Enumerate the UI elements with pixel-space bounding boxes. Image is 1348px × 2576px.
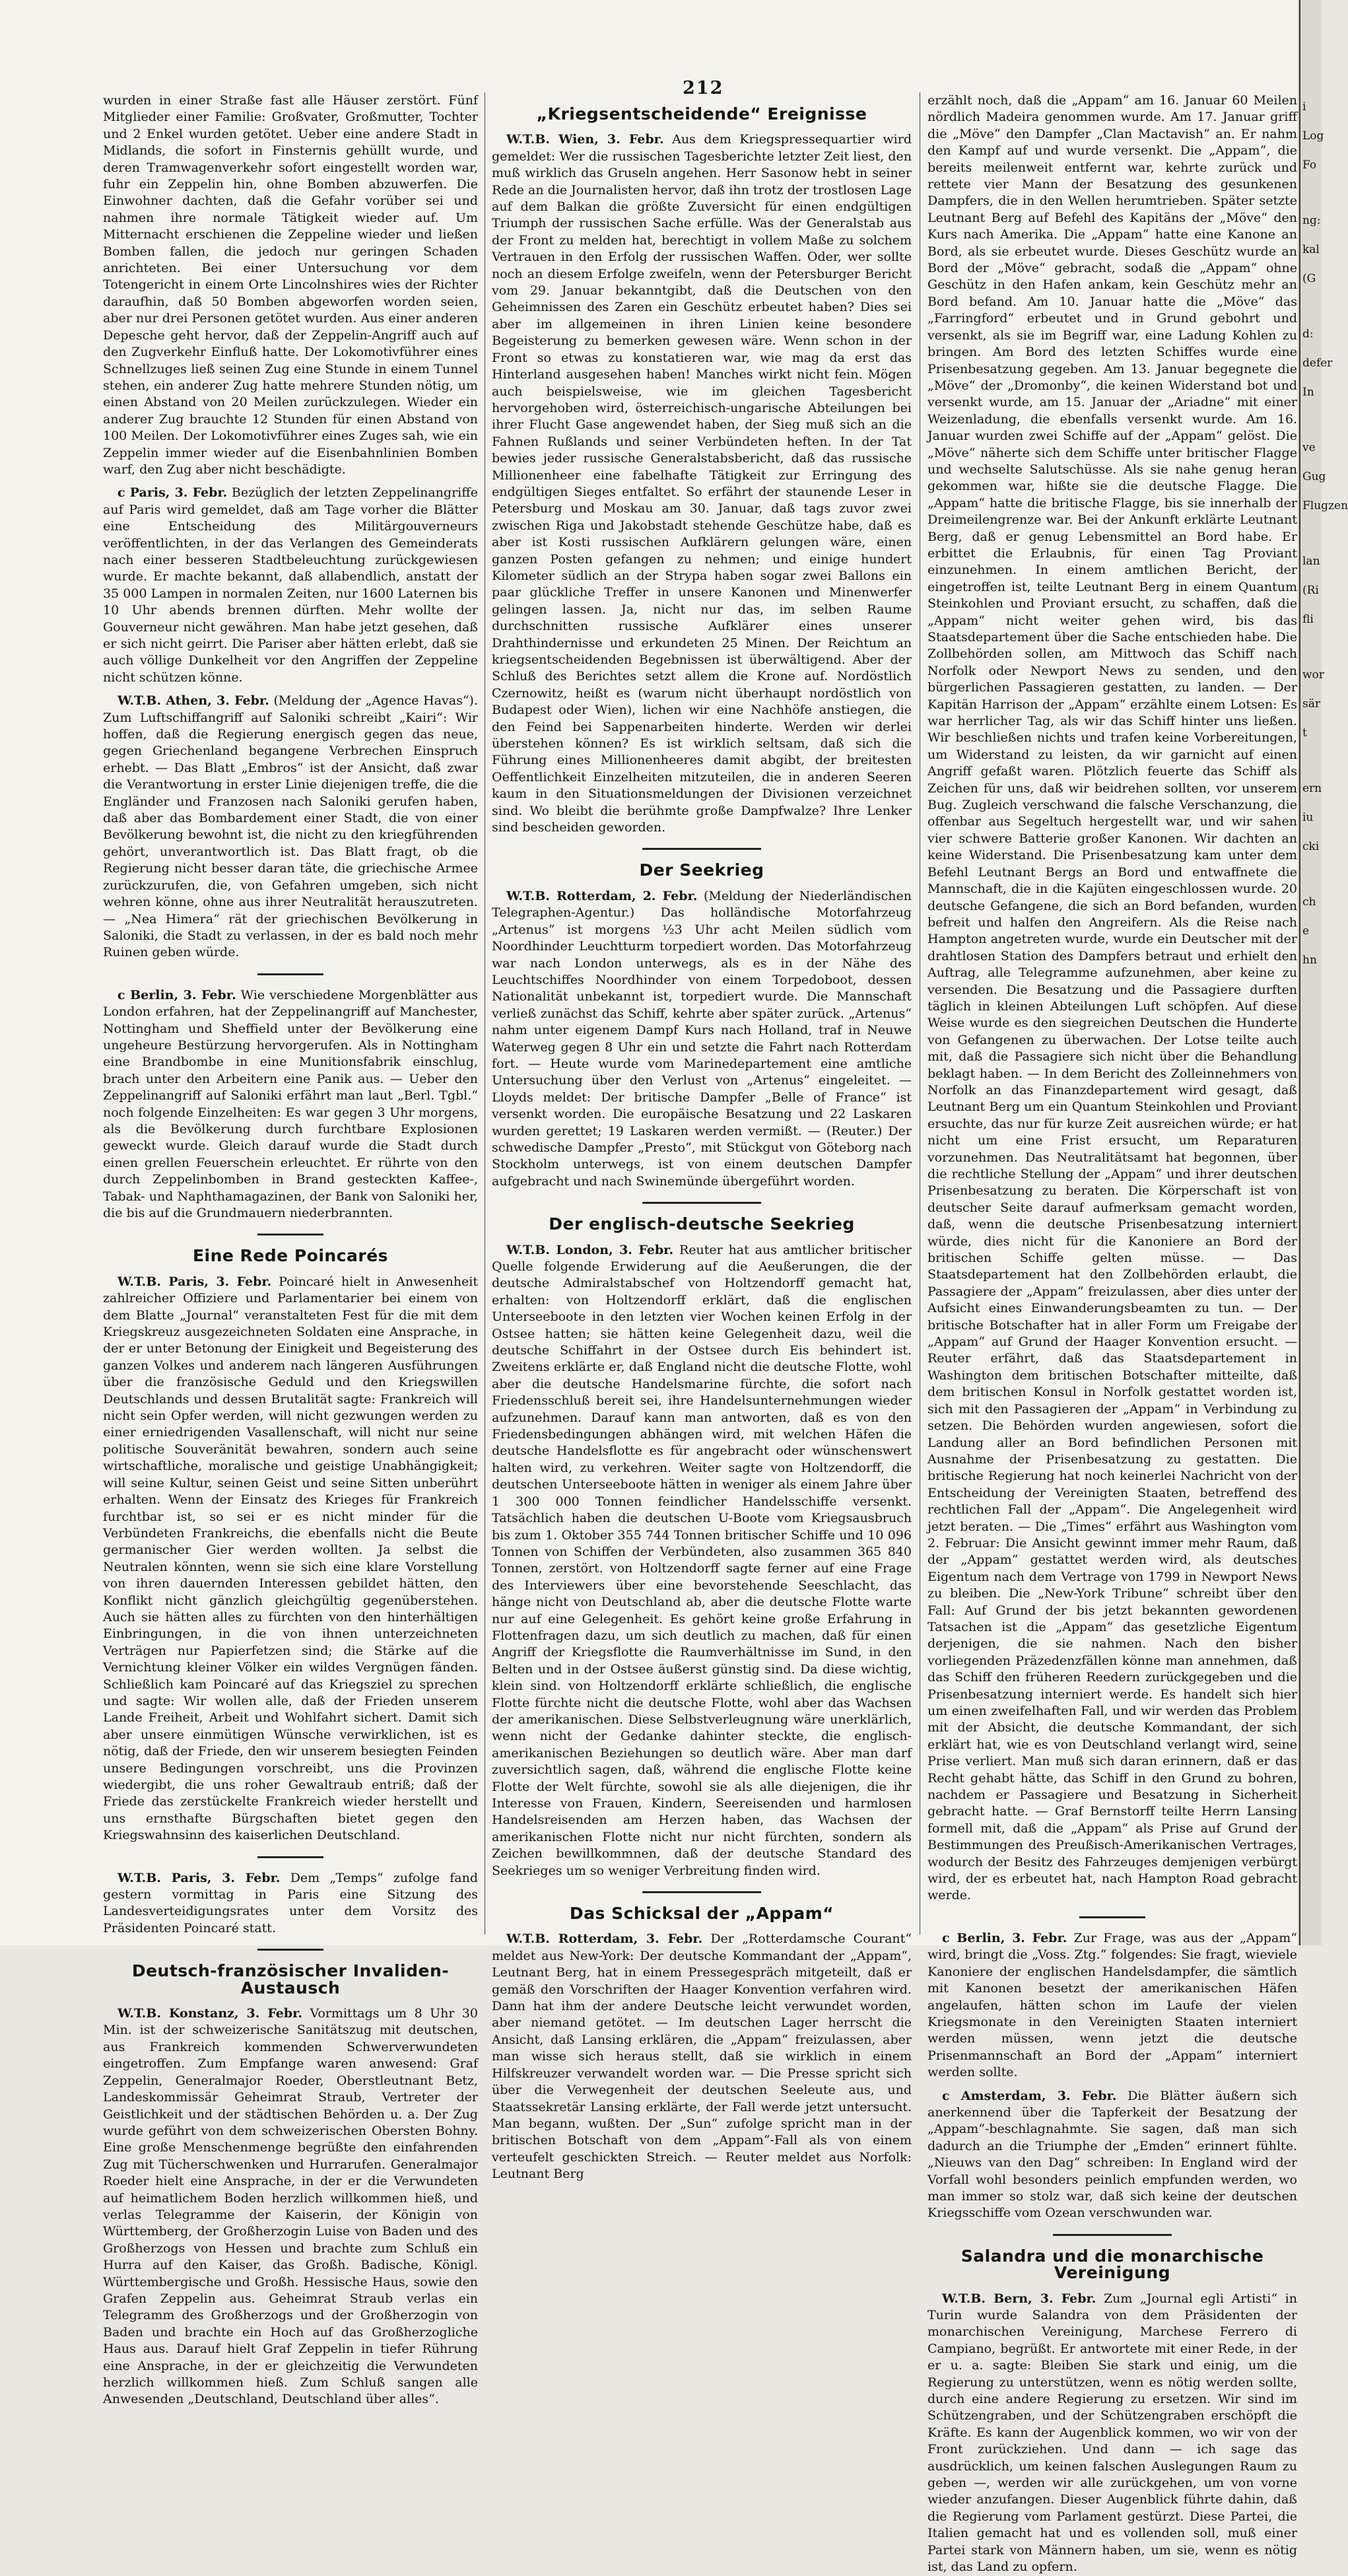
section-divider (642, 1891, 761, 1893)
edge-fragment: iu (1302, 811, 1314, 824)
headline: Der Seekrieg (639, 860, 764, 880)
column-1 (103, 92, 479, 2407)
dateline: W.T.B. Rotterdam, 2. Febr. (506, 888, 698, 903)
dateline: W.T.B. Konstanz, 3. Febr. (118, 2006, 303, 2021)
edge-fragment: Fo (1302, 158, 1317, 172)
headline: „Kriegsentscheidende“ Ereignisse (536, 104, 867, 123)
headline: Das Schicksal der „Appam“ (569, 1904, 834, 1924)
section-divider (257, 973, 323, 975)
article-paragraph (492, 131, 912, 836)
section-divider (1053, 2234, 1172, 2236)
dateline: W.T.B. Paris, 3. Febr. (118, 1274, 272, 1289)
dateline: W.T.B. Athen, 3. Febr. (118, 693, 269, 709)
page-number: 212 (683, 78, 724, 98)
article-text: (Meldung der „Agence Havas“). Zum Luftschiffangriff auf Saloniki schreibt „Kairi“: Wir hoffen, daß die Regierung energisch gegen das neue, gegen Griechenland begangene Verbrechen Einspruch erhebt. — Das Blatt „Embros“ ist der Ansicht, daß zwar die Verantwortung in erster Linie diejenigen treffe, die die Engländer und Franzosen nach Saloniki gerufen haben, daß aber das Bombardement einer Stadt, die von einer Bevölkerung bewohnt ist, die nicht zu den kriegführenden gehört, unverantwortlich ist. Das Blatt fragt, ob die Regierung nicht besser daran täte, die griechische Armee zurückzurufen, die, von Gefahren umgeben, sich nicht wehren könne, ohne aus ihrer Neutralität herauszutreten. — „Nea Himera“ rät der griechischen Bevölkerung in Saloniki, die Stadt zu verlassen, in der es bald noch mehr Ruinen geben würde. (103, 693, 478, 960)
edge-fragment: ern (1302, 782, 1322, 795)
headline: Der englisch-deutsche Seekrieg (549, 1214, 855, 1234)
article-paragraph (492, 888, 912, 1190)
edge-fragment: lan (1302, 555, 1320, 568)
edge-fragment: In (1302, 386, 1314, 399)
article-paragraph (103, 987, 478, 1222)
article-paragraph (927, 2291, 1297, 2576)
headline: Eine Rede Poincarés (192, 1246, 389, 1266)
edge-fragment: hn (1302, 954, 1317, 967)
headline: Salandra und die monarchische Vereinigung (960, 2246, 1264, 2283)
article-text: Die Blätter äußern sich anerkennend über die Tapferkeit der Besatzung der „Appam“-beschlagnahmte. Sie sagen, daß man sich dadurch an die Triumphe der „Emden“ erinnert fühlte. „Nieuws van den Dag“ schreiben: In England wird der Vorfall wohl besonders peinlich empfunden werden, wo man immer so stolz war, daß sich keine der deutschen Kriegsschiffe vom Ozean verschwunden war. (927, 2088, 1297, 2221)
dateline: c Amsterdam, 3. Febr. (942, 2088, 1117, 2103)
article-paragraph (103, 2005, 478, 2408)
edge-fragment: ng: (1302, 214, 1321, 227)
edge-fragment: i (1302, 100, 1306, 114)
edge-fragment: kal (1302, 243, 1320, 256)
article-paragraph (492, 1931, 912, 2182)
edge-fragment: (G (1302, 272, 1316, 285)
article-paragraph (927, 1930, 1297, 2081)
edge-fragment: cki (1302, 840, 1320, 853)
dateline: c Berlin, 3. Febr. (118, 987, 236, 1002)
dateline: c Berlin, 3. Febr. (942, 1930, 1067, 1945)
column-3 (927, 92, 1297, 2575)
article-text: Reuter hat aus amtlicher britischer Quelle folgende Erwiderung auf die Aeußerungen, die der deutsche Admiralstabschef von Holtzendorff gemacht hat, erhalten: von Holtzendorff erklärt, daß die englischen Unterseeboote in den letzten vier Wochen keinen Erfolg in der Ostsee hatten; sie hätten keine Gelegenheit dazu, weil die deutsche Schiffahrt in der Ostsee durch Eis behindert ist. Zweitens erklärte er, daß England nicht die deutsche Flotte, wohl aber die deutsche Handelsmarine fürchte, die sofort nach Friedensschluß bereit sei, ihre Handelsunternehmungen wieder aufzunehmen. Darauf kann man antworten, daß es von den Friedensbedingungen abhängen wird, mit welchen Häfen die deutsche Handelsflotte es für angebracht oder wünschenswert halten wird, zu verkehren. Weiter sagte von Holtzendorff, die deutschen Unterseeboote hätten in weniger als einem Jahre über 1 300 000 Tonnen feindlicher Handelsschiffe versenkt. Tatsächlich haben die deutschen U-Boote vom Kriegsausbruch bis zum 1. Oktober 355 744 Tonnen britischer Schiffe und 10 096 Tonnen von Schiffen der Verbündeten, also zusammen 365 840 Tonnen, zerstört. von Holtzendorff sagte ferner auf eine Frage des Interviewers über eine bevorstehende Seeschlacht, das hänge nicht von Deutschland ab, aber die deutsche Flotte warte nur auf eine Gelegenheit. Es gehört keine große Erfahrung in Flottenfragen dazu, um sich deutlich zu machen, daß für einen Angriff der Kriegsflotte die Raumverhältnisse im Sund, in den Belten und in der Ostsee äußerst günstig sind. Da diese wichtig, klein sind. von Holtzendorff erklärte schließlich, die englische Flotte fürchte nicht die deutsche Flotte, wohl aber das Wachsen der amerikanischen. Diese Selbstverleugnung wäre unerklärlich, wenn nicht der Gedanke dahinter steckte, die englisch-amerikanischen Beziehungen so deutlich wäre. Aber man darf zuversichtlich sagen, daß, während die englische Flotte keine Flotte der Welt fürchte, sowohl sie als alle diejenigen, die ihr Interesse von Frauen, Kindern, Seereisenden und harmlosen Handelsreisenden am Herzen haben, das Wachsen der amerikanischen Flotte nicht nur nicht fürchten, sondern als Zeichen bewillkommnen, daß der deutsche Standard des Seekrieges um so weniger Verbreitung finden wird. (492, 1242, 912, 1878)
article-text: Vormittags um 8 Uhr 30 Min. ist der schweizerische Sanitätszug mit deutschen, aus Frankreich kommenden Schwerverwundeten eingetroffen. Zum Empfange waren anwesend: Graf Zeppelin, Generalmajor Roeder, Oberstleutnant Betz, Landeskommissär Geheimrat Straub, Vertreter der Geistlichkeit und der städtischen Behörden u. a. Der Zug wurde geführt von dem schweizerischen Obersten Bohny. Eine große Menschenmenge begrüßte den einfahrenden Zug mit Tücherschwenken und Hurrarufen. Generalmajor Roeder hielt eine Ansprache, in der er die Verwundeten auf heimatlichem Boden herzlich willkommen hieß, und verlas Telegramme der Kaiserin, der Königin von Württemberg, der Großherzogin Luise von Baden und des Großherzogs von Hessen und brachte zum Schluß ein Hurra auf den Kaiser, das Großh. Badische, Königl. Württembergische und Großh. Hessische Haus, sowie den Grafen Zeppelin aus. Geheimrat Straub verlas ein Telegramm des Großherzogs und der Großherzogin von Baden und brachte ein Hoch auf das Großherzogliche Haus aus. Darauf hielt Graf Zeppelin in tiefer Rührung eine Ansprache, in der er gleichzeitig die Verwundeten herzlich willkommen hieß. Zum Schluß sangen alle Anwesenden „Deutschland, Deutschland über alles“. (103, 2006, 478, 2407)
article-paragraph (492, 1242, 912, 1879)
adjacent-page-edge (1299, 0, 1348, 1945)
article-text: Bezüglich der letzten Zeppelinangriffe auf Paris wird gemeldet, daß am Tage vorher die Blätter eine Entscheidung des Militärgouverneurs veröffentlichten, in der das Verlangen des Gemeinderats nach einer besseren Stadtbeleuchtung zurückgewiesen wurde. Er machte bekannt, daß allabendlich, anstatt der 35 000 Lampen in normalen Zeiten, nur 1600 Laternen bis 10 Uhr abends brennen dürften. Mehr wollte der Gouverneur nicht gewähren. Man habe jetzt gesehen, daß er sich nicht geirrt. Die Pariser aber hätten erlebt, daß sie auch völlige Dunkelheit vor den Angriffen der Zeppeline nicht schützen könne. (103, 485, 478, 685)
article-text: Zur Frage, was aus der „Appam“ wird, bringt die „Voss. Ztg.“ folgendes: Sie fragt, wieviele Kanoniere der englischen Handelsdampfer, die sämtlich mit Kanonen besetzt der amerikanischen Häfen angelaufen, hätten schon im Laufe der vielen Kriegsmonate in den Vereinigten Staaten interniert werden müssen, wenn jetzt die deutsche Prisenmannschaft an Bord der „Appam“ interniert werden sollte. (927, 1930, 1297, 2080)
article-paragraph: wurden in einer Straße fast alle Häuser zerstört. Fünf Mitglieder einer Familie: Großvater, Großmutter, Tochter und 2 Enkel wurden getötet. Ueber eine andere Stadt in Midlands, die sofort in Finsternis gehüllt wurde, und deren Tramwagenverkehr sofort eingestellt worden war, fuhr ein Zeppelin hin, ohne Bomben abzuwerfen. Die Einwohner dachten, daß die Gefahr vorüber sei und nahmen ihre normale Tätigkeit wieder auf. Um Mitternacht erschienen die Zeppeline wieder und ließen Bomben fallen, die jedoch nur geringen Schaden anrichteten. Bei einer Untersuchung vor dem Totengericht in einem Orte Lincolnshires wies der Richter daraufhin, daß 50 Bomben abgeworfen worden seien, aber nur drei Personen getötet wurden. Aus einer anderen Depesche geht hervor, daß der Zeppelin-Angriff auch auf den Zugverkehr Einfluß hatte. Der Lokomotivführer eines Schnellzuges ließ seinen Zug eine Stunde in einem Tunnel stehen, ein anderer Zug hatte mehrere Stunden nötig, um einen Abstand von 20 Meilen zurückzulegen. Wieder ein anderer Zug brauchte 12 Stunden für einen Abstand von 100 Meilen. Der Lokomotivführer eines Zuges sah, wie ein Zeppelin immer wieder auf die Eisenbahnlinien Bomben warf, den Zug aber nicht beschädigte. (103, 93, 478, 477)
section-divider (257, 1949, 323, 1951)
headline: Deutsch-französischer Invaliden-Austausch (131, 1961, 450, 1998)
edge-fragment: Flugzen (1302, 499, 1348, 512)
edge-fragment: Gug (1302, 470, 1326, 483)
section-divider (642, 1202, 761, 1204)
article-text: Zum „Journal egli Artisti“ in Turin wurde Salandra von dem Präsidenten der monarchischen Vereinigung, Marchese Ferrero di Campiano, begrüßt. Er antwortete mit einer Rede, in der er u. a. sagte: Bleiben Sie stark und einig, um die Regierung zu unterstützen, wenn es nötig werden sollte, durch eine andere Regierung zu ersetzen. Wir sind im Schützengraben, und der Schützengraben erschöpft die Kräfte. Es kann der Augenblick kommen, wo wir von der Front zurückziehen. Und dann — ich sage das ausdrücklich, um keinen falschen Auslegungen Raum zu geben —, werden wir alle zurückgehen, um von vorne wieder anzufangen. Dieser Augenblick führte dahin, daß die Regierung vom Parlament gestürzt. Diese Partei, die Italien gemacht hat und es vollenden soll, muß einer Partei stark von Männern haben, um sie, wenn es nötig ist, das Land zu opfern. (927, 2291, 1297, 2575)
dateline: W.T.B. Bern, 3. Febr. (942, 2291, 1096, 2306)
edge-fragment: e (1302, 924, 1310, 938)
article-text: Dem „Temps“ zufolge fand gestern vormittag in Paris eine Sitzung des Landesverteidigungsrates unter dem Vorsitz des Präsidenten Poincaré statt. (103, 1870, 479, 1935)
edge-fragment: defer (1302, 357, 1333, 370)
edge-fragment: d: (1302, 328, 1314, 341)
dateline: W.T.B. Rotterdam, 3. Febr. (506, 1932, 703, 1947)
edge-fragment: ch (1302, 895, 1316, 909)
article-text: Poincaré hielt in Anwesenheit zahlreicher Offiziere und Parlamentarier bei einem von dem Blatte „Journal“ veranstalteten Fest für die mit dem Kriegskreuz ausgezeichneten Soldaten eine Ansprache, in der er unter Betonung der Einigkeit und Begeisterung des ganzen Volkes und anderem nach längeren Ausführungen über die französische Geduld und den Kriegswillen Deutschlands und dessen Brutalität sagte: Frankreich will nicht sein Opfer werden, will nicht gezwungen werden zu einer erniedrigenden Vasallenschaft, will nicht nur seine politische Souveränität bewahren, sondern auch seine wirtschaftliche, moralische und geistige Unabhängigkeit; will seine Kultur, seinen Geist und seine Sitten unberührt erhalten. Wenn der Einsatz des Krieges für Frankreich furchtbar ist, so sei er es nicht minder für die Verbündeten Frankreichs, die ebenfalls nicht die Beute germanischer Gier werden wollten. Ja selbst die Neutralen könnten, wenn sie sich eine klare Vorstellung von ihren dauernden Interessen gebildet hätten, den Konflikt nicht gänzlich gleichgültig gegenüberstehen. Auch sie hätten alles zu fürchten von den hinterhältigen Einbringungen, in die von ihnen unterzeichneten Verträgen nur Papierfetzen sind; die Stärke auf die Vernichtung kleiner Völker ein wildes Vergnügen fänden. Schließlich kam Poincaré auf das Kriegsziel zu sprechen und sagte: Wir wollen alle, daß der Frieden unserem Lande Freiheit, Arbeit und Wohlfahrt sichert. Damit sich aber unsere einmütigen Wünsche verwirklichen, ist es nötig, daß der Friede, den wir unserem besiegten Feinden unsere Bedingungen vorschreibt, uns die Provinzen wiedergibt, die uns roher Gewaltraub entriß; daß der Friede das zerstückelte Frankreich wieder herstellt und uns ernsthafte Bürgschaften bietet gegen den Kriegswahnsinn des kaiserlichen Deutschland. (103, 1274, 479, 1843)
column-2 (492, 92, 912, 2182)
edge-fragment: (Ri (1302, 584, 1319, 597)
edge-fragment: Log (1302, 129, 1324, 143)
article-paragraph (103, 1274, 478, 1844)
section-divider (257, 1234, 323, 1236)
edge-fragment: fli (1302, 613, 1314, 626)
section-divider (1079, 1916, 1145, 1918)
dateline: W.T.B. London, 3. Febr. (506, 1242, 674, 1257)
article-paragraph (927, 2088, 1297, 2222)
article-paragraph: erzählt noch, daß die „Appam“ am 16. Januar 60 Meilen nördlich Madeira genommen wurde. Am 17. Januar griff die „Möve“ den Dampfer „Clan Mactavish“ an. Er nahm den Kampf auf und wurde versenkt. Die „Appam“, die bereits meilenweit entfernt war, kehrte zurück und rettete vier Mann der Besatzung des gesunkenen Dampfers, die in den Wellen herumtrieben. Später setzte Leutnant Berg auf Befehl des Kapitäns der „Möve“ den Kurs nach Amerika. Die „Appam“ hatte eine Kanone an Bord, als sie erbeutet wurde. Dieses Geschütz wurde an Bord der „Möve“ gebracht, sodaß die „Appam“ ohne Geschütz in den Hafen ankam, kein Geschütz mehr an Bord befand. Am 10. Januar hatte die „Möve“ das „Farringford“ erbeutet und in Grund gebohrt und versenkt, als sie im Begriff war, eine Ladung Kohlen zu bringen. Am Bord des letzten Schiffes wurde eine Prisenbesatzung gegeben. Am 13. Januar begegnete die „Möve“ der „Dromonby“, die keinen Widerstand bot und versenkt wurde, am 15. Januar der „Ariadne“ mit einer Weizenladung, die ebenfalls versenkt wurde. Am 16. Januar wurden zwei Schiffe auf der „Appam“ gelöst. Die „Möve“ näherte sich dem Schiffe unter britischer Flagge und wechselte Salutschüsse. Als sie nahe genug heran gekommen war, hißte sie die deutsche Flagge. Die „Appam“ hatte die britische Flagge, bis sie innerhalb der Dreimeilengrenze war. Bei der Ankunft erklärte Leutnant Berg, daß er genug Lebensmittel an Bord habe. Er erbittet die Erlaubnis, für einen Tag Proviant einzunehmen. In einem amtlichen Bericht, der eingetroffen ist, teilte Leutnant Berg in einem Quantum Steinkohlen und Proviant ersucht, zu schaffen, daß die „Appam“ nicht weiter gehen wird, bis das Staatsdepartement über die Sache entschieden habe. Die Zollbehörden sollen, am Mittwoch das Schiff nach Norfolk oder Newport News zu senden, und den bürgerlichen Passagieren gestatten, zu landen. — Der Kapitän Harrison der „Appam“ erzählte einem Lotsen: Es war herrlicher Tag, als wir das Schiff hinter uns ließen. Wir beschließen nichts und trafen keine Vorbereitungen, um Widerstand zu leisten, da wir garnicht auf einen Angriff gefaßt waren. Plötzlich feuerte das Schiff als Zeichen für uns, daß wir beidrehen sollten, vor unserem Bug. Zugleich verschwand die falsche Verschanzung, die offenbar aus Segeltuch hergestellt war, und wir sahen vier schwere Batterie großer Kanonen. Wir dachten an keine Widerstand. Die Prisenbesatzung kam unter dem Befehl Leutnant Bergs an Bord und entwaffnete die Mannschaft, die in die Kajüten eingeschlossen wurde. 20 deutsche Gefangene, die sich an Bord befanden, wurden befreit und halfen den Angreifern. Als die Reise nach Hampton angetreten wurde, wurde ein Deutscher mit der drahtlosen Station des Dampfers betraut und erhielt den Auftrag, alle Telegramme aufzunehmen, aber keine zu versenden. Die Besatzung und die Passagiere durften täglich in kleinen Abteilungen Luft schöpfen. Auf diese Weise wurde es den siegreichen Deutschen die Hunderte von Gefangenen zu überwachen. Der Lotse teilte auch mit, daß die Passagiere sich nicht über die Behandlung beklagt haben. — In dem Bericht des Zolleinnehmers von Norfolk an das Finanzdepartement wird gesagt, daß Leutnant Berg um ein Quantum Steinkohlen und Proviant ersuchte, das nur für kurze Zeit ausreichen würde; er hat nicht um eine Frist ersucht, um Reparaturen vorzunehmen. Das Neutralitätsamt hat begonnen, über die rechtliche Stellung der „Appam“ und ihrer deutschen Prisenbesatzung zu beraten. Die Körperschaft ist von deutscher Seite darauf aufmerksam gemacht worden, daß, wenn die deutsche Prisenbesatzung interniert würde, dies nicht für die Kanoniere an Bord der britischen Schiffe gelten müsse. — Das Staatsdepartement hat den Zollbehörden erlaubt, die Passagiere der „Appam“ freizulassen, aber dies unter der Aufsicht eines Einwanderungsbeamten zu tun. — Der britische Botschafter hat in aller Form um Freigabe der „Appam“ auf Grund der Haager Konvention ersucht. — Reuter erfährt, daß das Staatsdepartement in Washington dem britischen Botschafter mitteilte, daß dem britischen Konsul in Norfolk gestattet worden ist, sich mit den Passagieren der „Appam“ in Verbindung zu setzen. Die Behörden wurden angewiesen, sofort die Landung aller an Bord befindlichen Personen mit Ausnahme der Prisenbesatzung zu gestatten. Die britische Regierung hat noch keinerlei Nachricht von der Entscheidung der Vereinigten Staaten, betreffend des rechtlichen Fall der „Appam“. Die Angelegenheit wird jetzt beraten. — Die „Times“ erfährt aus Washington vom 2. Februar: Die Ansicht gewinnt immer mehr Raum, daß der „Appam“ gestattet werden wird, als deutsches Eigentum nach dem Vertrage von 1799 in Newport News zu bleiben. Die „New-York Tribune“ schreibt über den Fall: Auf Grund der bis jetzt bekannten gewordenen Tatsachen ist die „Appam“ das gesetzliche Eigentum derjenigen, die sie nahmen. Nach den bisher vorliegenden Präzedenzfällen könne man annehmen, daß das Schiff den früheren Reedern zurückgegeben und die Prisenbesatzung interniert werde. Es handelt sich hier um einen zweifelhaften Fall, und wir werden das Problem mit der Absicht, die deutsche Kommandant, der sich erklärt hat, wie es von Deutschland verlangt wird, seine Prise verliert. Man muß sich daran erinnern, daß er das Recht gehabt hätte, das Schiff in den Grund zu bohren, nachdem er Passagiere und Besatzung in Sicherheit gebracht hatte. — Graf Bernstorff teilte Herrn Lansing formell mit, daß die „Appam“ als Prise auf Grund der Bestimmungen des Preußisch-Amerikanischen Vertrages, wodurch der Besitz des Fahrzeuges demjenigen verbürgt wird, der es erbeutet hat, nach Hampton Road gebracht werde. (927, 93, 1297, 1903)
article-paragraph (103, 1870, 478, 1937)
article-text: Wie verschiedene Morgenblätter aus London erfahren, hat der Zeppelinangriff auf Manchester, Nottingham und Sheffield unter der Bevölkerung eine ungeheure Bestürzung hervorgerufen. Als in Nottingham eine Brandbombe in eine Munitionsfabrik einschlug, brach unter den Arbeitern eine Panik aus. — Ueber den Zeppelinangriff auf Saloniki erfährt man laut „Berl. Tgbl.“ noch folgende Einzelheiten: Es war gegen 3 Uhr morgens, als die Bevölkerung durch furchtbare Explosionen geweckt wurde. Gleich darauf wurde die Stadt durch einen grellen Feuerschein erleuchtet. Er rührte von den durch Zeppelinbomben in Brand gesteckten Kaffee-, Tabak- und Naphthamagazinen, der Bank von Saloniki her, die bis auf die Grundmauern niederbrannten. (103, 987, 478, 1220)
edge-fragment: t (1302, 726, 1307, 740)
edge-fragment: sär (1302, 697, 1320, 711)
edge-fragment: wor (1302, 668, 1324, 681)
section-divider (257, 1856, 323, 1858)
article-paragraph (103, 485, 478, 686)
article-text: Der „Rotterdamsche Courant“ meldet aus New-York: Der deutsche Kommandant der „Appam“, Leutnant Berg, hat in einem Pressegespräch mitgeteilt, daß er gemäß den Vorschriften der Haager Konvention verfahren wird. Dann hat ihm der andere Deutsche leicht verwundet worden, aber niemand getötet. — Im deutschen Lager herrscht die Ansicht, daß Lansing erklären, die „Appam“ freizulassen, aber man wisse sich heraus stellt, daß sie wirklich in einem Hilfskreuzer verwandelt worden war. — Die Presse spricht sich über die Verwegenheit der deutschen Seeleute aus, und Staatssekretär Lansing erklärte, der Fall werde jetzt untersucht. Man begann, wußten. Der „Sun“ zufolge spricht man in der britischen Botschaft von dem „Appam“-Fall als von einem verteufelt geschickten Streich. — Reuter meldet aus Norfolk: Leutnant Berg (492, 1932, 912, 2182)
article-text: (Meldung der Niederländischen Telegraphen-Agentur.) Das holländische Motorfahrzeug „Artenus“ ist morgens ½3 Uhr acht Meilen südlich vom Noordhinder Leuchtturm torpediert worden. Das Motorfahrzeug war nach London unterwegs, als es in der Nähe des Leuchtschiffes Noordhinder von einem Torpedoboot, dessen Nationalität unbekannt ist, torpediert wurde. Die Mannschaft verließ zunächst das Schiff, kehrte aber später zurück. „Artenus“ nahm unter eigenem Dampf Kurs nach Holland, traf in Neuwe Waterweg gegen 8 Uhr ein und setzte die Fahrt nach Rotterdam fort. — Heute wurde vom Marinedepartement eine amtliche Untersuchung über den Verlust von „Artenus“ eingeleitet. — Lloyds meldet: Der britische Dampfer „Belle of France“ ist versenkt worden. Die europäische Besatzung und 22 Laskaren wurden gerettet; 19 Laskaren werden vermißt. — (Reuter.) Der schwedische Dampfer „Presto“, mit Stückgut von Göteborg nach Stockholm unterwegs, ist von einem deutschen Dampfer aufgebracht und nach Swinemünde übergeführt worden. (492, 888, 912, 1189)
adjacent-page-fragments (1300, 99, 1348, 968)
dateline: W.T.B. Paris, 3. Febr. (118, 1870, 281, 1885)
article-text: Aus dem Kriegspressequartier wird gemeldet: Wer die russischen Tagesberichte letzter Zeit liest, den muß wirklich das Gruseln angehen. Herr Sasonow hebt in seiner Rede an die Journalisten hervor, daß ihn trotz der trostlosen Lage auf dem Balkan die größte Zuversicht für einen endgültigen Triumph der russischen Sache erfülle. Was der Generalstab aus der Front zu melden hat, berechtigt in vollem Maße zu solchem Vertrauen in den Erfolg der russischen Waffen. Oder, wer sollte noch an diesem Erfolge zweifeln, wenn der Petersburger Bericht vom 29. Januar bekanntgibt, daß die Deutschen von den Geheimnissen des Zaren ein Geschütz erbeutet haben? Dies sei aber im allgemeinen in ihren Linien keine besondere Begeisterung zu bemerken gewesen wäre. Wenn schon in der Front so etwas zu konstatieren war, wie mag da erst das Hinterland ausgesehen haben! Manches wirkt nicht fein. Mögen auch beispielsweise, wie im gleichen Tagesbericht hervorgehoben wird, österreichisch-ungarische Abteilungen bei ihrer Flucht Gase angewendet haben, der Sieg muß sich an die Fahnen Rußlands und seiner Verbündeten heften. In der Tat bewies jeder russische Generalstabsbericht, daß das russische Millionenheer eine fabelhafte Tätigkeit zur Erringung des endgültigen Sieges entfaltet. So erfährt der staunende Leser in Petersburg und Moskau am 30. Januar, daß tags zuvor zwei zwischen Riga und Jakobstadt stehende Geschütze habe, daß es aber ist Kosti russischen Aufklärern gelungen wäre, einen ganzen Posten gefangen zu nehmen; und einige hundert Kilometer südlich an der Strypa haben sogar zwei Ballons ein paar glückliche Treffer in unsere Kanonen und Minenwerfer gelingen lassen. Ja, nicht nur das, im selben Raume durchschnitten russische Aufklärer eines unserer Drahthindernisse und erkundeten 25 Minen. Der Reichtum an kriegsentscheidenden Begebnissen ist überwältigend. Aber der Schluß des Berichtes setzt allem die Krone auf. Nordöstlich Czernowitz, heißt es (warum nicht überhaupt nordöstlich von Budapest oder Wien), lichen wir eine Nachhöfe anstiegen, die den Feind bei Sappenarbeiten hinderte. Werden wir derlei überstehen können? Es ist wirklich seltsam, daß sich die Führung eines Millionenheeres damit abgibt, der breitesten Oeffentlichkeit Einzelheiten mitzuteilen, die in anderen Seeren kaum in den Situationsmeldungen der Divisionen verzeichnet sind. Wo bleibt die berühmte große Dampfwalze? Ihre Lenker sind bescheiden geworden. (492, 132, 912, 835)
edge-fragment: ve (1302, 441, 1316, 454)
dateline: W.T.B. Wien, 3. Febr. (506, 132, 664, 147)
section-divider (642, 848, 761, 850)
dateline: c Paris, 3. Febr. (118, 485, 228, 501)
article-paragraph (103, 693, 478, 961)
